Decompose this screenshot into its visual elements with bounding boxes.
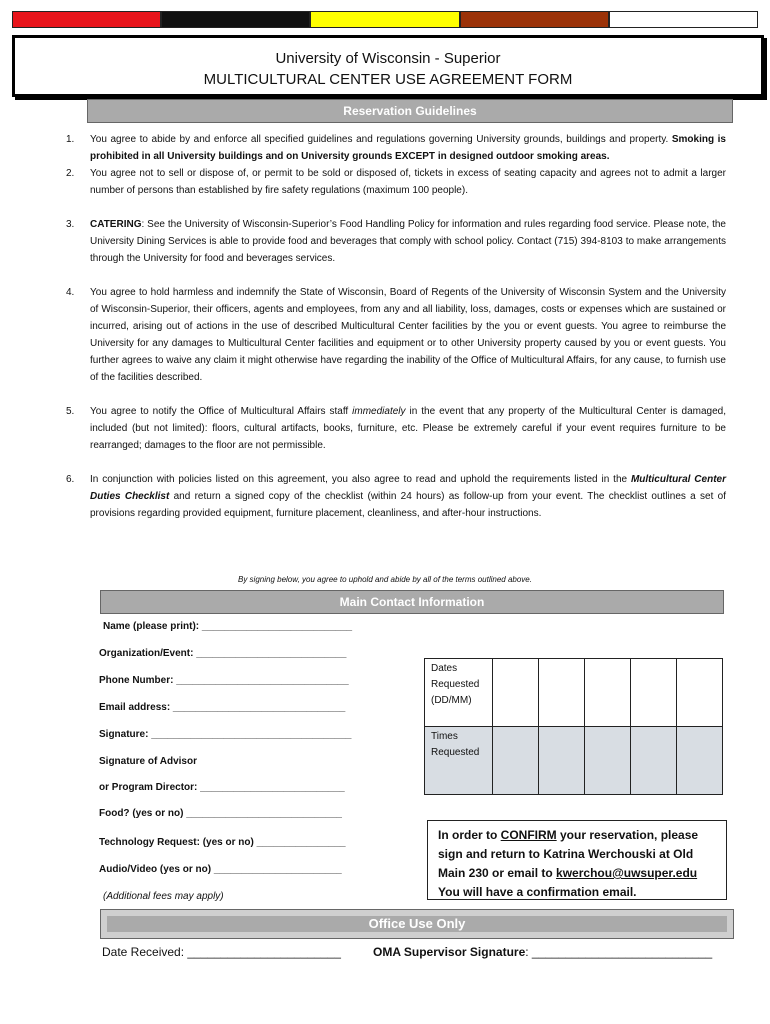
guideline-number: 1. [66, 134, 75, 145]
office-use-heading [100, 909, 734, 939]
guideline-number: 6. [66, 474, 75, 485]
dates-requested-label: Dates Requested (DD/MM) [425, 659, 493, 727]
date-cell[interactable] [585, 659, 631, 727]
guideline-text: You agree to notify the Office of Multicultural Affairs staff immediately in the event that any property of the Multicultural Center is damaged, included (but not limited): floors, cultural artifacts, books, furniture, etc. Please be extremely careful if your event requires furniture to be rearranged; damages to the floor are not permissible. [90, 406, 727, 451]
name-field[interactable]: Name (please print): ___________________________ [103, 621, 353, 632]
title-university: University of Wisconsin - Superior [275, 50, 501, 67]
guideline-number: 2. [66, 168, 75, 179]
guidelines-list [66, 131, 726, 522]
signature-field[interactable]: Signature: ____________________________________ [99, 729, 352, 740]
reservation-guidelines-heading [87, 99, 733, 123]
supervisor-signature-label: OMA Supervisor Signature [373, 945, 526, 959]
email-field[interactable]: Email address: _______________________________ [99, 702, 346, 713]
main-contact-heading [100, 590, 724, 614]
fees-note: (Additional fees may apply) [103, 891, 224, 902]
title-form-name: MULTICULTURAL CENTER USE AGREEMENT FORM [203, 71, 573, 88]
date-cell[interactable] [493, 659, 539, 727]
time-cell[interactable] [631, 727, 677, 795]
supervisor-signature-field[interactable]: OMA Supervisor Signature: ___________________________ [373, 945, 713, 959]
reservation-guidelines-heading-text: Reservation Guidelines [343, 104, 477, 118]
date-cell[interactable] [631, 659, 677, 727]
schedule-grid [424, 658, 723, 795]
main-contact-heading-text: Main Contact Information [339, 595, 485, 609]
guideline-text: CATERING: See the University of Wisconsin-Superior’s Food Handling Policy for information and rules regarding food service. Please note, the University Dining Services is able to provide food and beverages that comply with school policy. Contact (715) 394-8103 to make arrangements through the University for food and beverages services. [90, 219, 726, 264]
signing-note: By signing below, you agree to uphold and abide by all of the terms outlined above. [238, 575, 532, 584]
guideline-item-5 [66, 403, 726, 454]
confirm-word: CONFIRM [500, 828, 557, 842]
technology-field[interactable]: Technology Request: (yes or no) ________________ [99, 837, 346, 848]
organization-field[interactable]: Organization/Event: ___________________________ [99, 648, 347, 659]
contact-email-link[interactable]: kwerchou@uwsuper.edu [556, 866, 698, 880]
confirmation-box: In order to CONFIRM your reservation, please sign and return to Katrina Werchouski at Old Main 230 or email to kwerchou@uwsuper.edu You will have a confirmation email. [427, 820, 727, 900]
color-stripe-bar [12, 11, 758, 28]
guideline-number: 5. [66, 406, 75, 417]
guideline-item-1 [66, 131, 726, 165]
times-row [425, 727, 723, 795]
date-cell[interactable] [539, 659, 585, 727]
guideline-item-2 [66, 165, 726, 199]
advisor-label: Signature of Advisor [99, 756, 197, 767]
stripe-white [609, 11, 758, 28]
stripe-red [12, 11, 161, 28]
times-requested-label: Times Requested [425, 727, 493, 795]
audio-video-field[interactable]: Audio/Video (yes or no) _______________________ [99, 864, 342, 875]
time-cell[interactable] [585, 727, 631, 795]
guideline-number: 3. [66, 219, 75, 230]
guideline-item-3 [66, 216, 726, 267]
stripe-black [161, 11, 310, 28]
guideline-item-6 [66, 471, 726, 522]
guideline-text: In conjunction with policies listed on this agreement, you also agree to read and uphold the requirements listed in the Multicultural Center Duties Checklist and return a signed copy of the checklist (within 24 hours) as follow-up from your event. The checklist outlines a set of provisions regarding provided equipment, furniture placement, cleanliness, and after-hour instructions. [90, 474, 726, 519]
food-field[interactable]: Food? (yes or no) ____________________________ [99, 808, 342, 819]
title-box [12, 35, 764, 97]
guideline-item-4 [66, 284, 726, 386]
guideline-text: You agree to abide by and enforce all specified guidelines and regulations governing University grounds, buildings and property. Smoking is prohibited in all University buildings and on University grounds EXCEPT in designed outdoor smoking areas. [90, 134, 726, 162]
guideline-number: 4. [66, 287, 75, 298]
date-cell[interactable] [677, 659, 723, 727]
stripe-brown [460, 11, 609, 28]
date-received-field[interactable]: Date Received: _______________________ [102, 945, 341, 959]
time-cell[interactable] [677, 727, 723, 795]
dates-row [425, 659, 723, 727]
time-cell[interactable] [493, 727, 539, 795]
guideline-text: You agree to hold harmless and indemnify the State of Wisconsin, Board of Regents of the University of Wisconsin System and the University of Wisconsin-Superior, their officers, agents and employees, from any and all liability, loss, damages, costs or expenses which are sustained or incurred, arising out of actions in the use of described Multicultural Center facilities by the you or event guests. You agree to reimburse the University for any damages to Multicultural Center facilities and equipment or to other University property caused by you or event guests. You further agrees to waive any claim it might otherwise have regarding the inability of the Office of Multicultural Affairs, for any cause, to furnish use of the facilities described. [90, 287, 726, 383]
stripe-yellow [310, 11, 459, 28]
time-cell[interactable] [539, 727, 585, 795]
guideline-text: You agree not to sell or dispose of, or permit to be sold or disposed of, tickets in excess of seating capacity and agrees not to admit a larger number of persons than established by fire safety regulations (maximum 100 people). [90, 168, 726, 196]
office-use-heading-text: Office Use Only [368, 916, 466, 931]
advisor-signature-field[interactable]: or Program Director: __________________________ [99, 782, 345, 793]
phone-field[interactable]: Phone Number: _______________________________ [99, 675, 349, 686]
